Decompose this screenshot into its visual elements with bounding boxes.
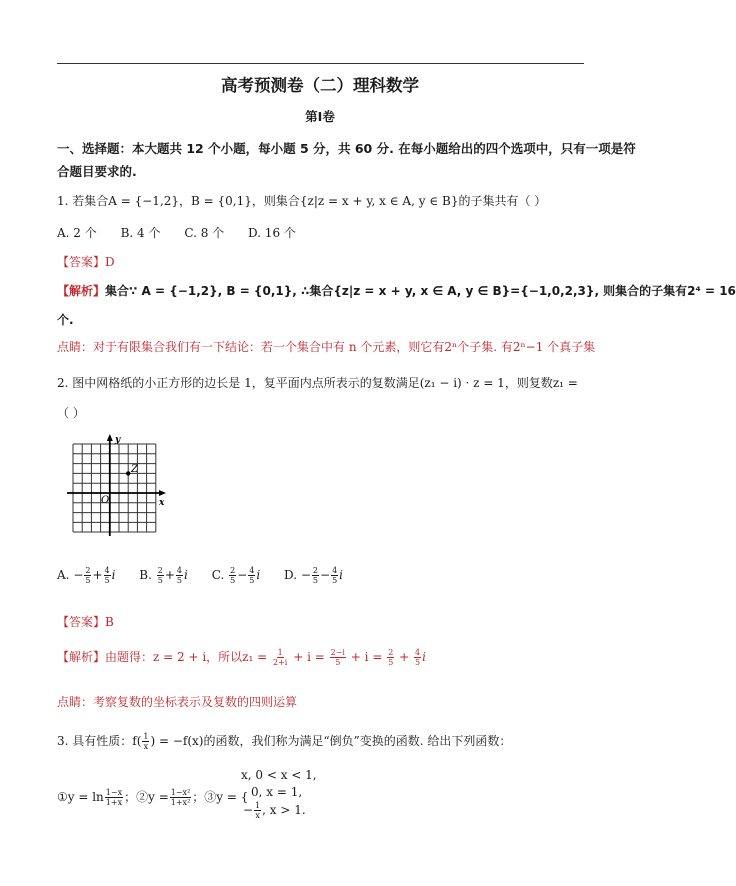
origin-label: O: [101, 495, 110, 506]
x-axis-arrow: [159, 490, 166, 496]
q2-tip-tag: 点睛：: [57, 695, 94, 709]
q1-option-d: D. 16 个: [247, 226, 296, 240]
section-heading-line2: 合题目要求的.: [57, 164, 137, 179]
q3-piece-2: 0, x = 1,: [251, 785, 303, 799]
q1-option-a: A. 2 个: [57, 226, 97, 240]
point-z-label: Z: [131, 464, 138, 475]
q2-option-c: C. $\frac{2}{5}$ − $\frac{4}{5}$ i: [211, 566, 261, 585]
page-title: 高考预测卷（二）理科数学: [221, 76, 419, 95]
q1-options: [57, 224, 316, 241]
q2-option-a: A. − $\frac{2}{5}$ + $\frac{4}{5}$ i: [57, 566, 116, 585]
q2-answer-tag: 【答案】: [57, 615, 106, 629]
y-axis-arrow: [107, 434, 113, 441]
q1-option-c: C. 8 个: [184, 226, 225, 240]
q1-answer: [57, 253, 115, 270]
q1-option-b: B. 4 个: [120, 226, 161, 240]
header-rule: [57, 63, 584, 64]
q2-answer-value: B: [105, 615, 114, 629]
point-z: [126, 471, 130, 475]
x-axis-label: x: [159, 498, 165, 508]
q2-option-b: B. $\frac{2}{5}$ + $\frac{4}{5}$ i: [139, 566, 188, 585]
q1-answer-value: D: [105, 255, 115, 269]
q2-option-d: D. − $\frac{2}{5}$ − $\frac{4}{5}$ i: [284, 566, 344, 585]
q2-tip-text: 考察复数的坐标表示及复数的四则运算: [93, 695, 298, 709]
q2-options: [57, 566, 363, 585]
q1-analysis: [57, 282, 736, 299]
q1-answer-tag: 【答案】: [57, 255, 106, 269]
volume-label: 第Ⅰ卷: [305, 109, 335, 124]
section-heading-line1: 一、选择题：本大题共 12 个小题，每小题 5 分，共 60 分. 在每小题给出的四个选项中，只有一项是符: [57, 141, 636, 156]
q1-stem: 1. 若集合A = {−1,2}，B = {0,1}，则集合{z|z = x + y, x ∈ A, y ∈ B}的子集共有（ ）: [57, 194, 547, 208]
q2-analysis-tag: 【解析】: [57, 650, 106, 664]
q3-functions: ①y = ln $\frac{1-x}{1+x}$ ；②y = $\frac{\text{1−x²}}{\text{1+x²}}$ ；③y = {: [57, 788, 249, 807]
y-axis-label: y: [115, 435, 121, 445]
q2-stem: 2. 图中网格纸的小正方形的边长是 1，复平面内点所表示的复数满足(z₁ − i) · z = 1，则复数z₁ =: [57, 376, 578, 390]
q1-analysis-tag: 【解析】: [57, 284, 106, 298]
q2-answer: [57, 613, 114, 630]
q1-analysis-end: 个.: [57, 313, 74, 327]
q1-analysis-text: 集合∵ A = {−1,2}, B = {0,1}, ∴集合{z|z = x + y, x ∈ A, y ∈ B}={−1,0,2,3}, 则集合的子集有2⁴ = 16: [105, 284, 736, 298]
q2-tip: [57, 693, 297, 710]
q1-tip-text: 对于有限集合我们有一下结论：若一个集合中有 n 个元素，则它有2ⁿ个子集. 有2ⁿ−1 个真子集: [93, 340, 596, 354]
q3-piece-3: − $\frac{1}{x}$ , x > 1.: [243, 801, 306, 820]
q1-tip-tag: 点睛：: [57, 340, 94, 354]
q3-piece-1: x, 0 < x < 1,: [241, 768, 317, 782]
q2-paren: （ ）: [57, 406, 85, 420]
q3-stem: 3. 具有性质：f( $\frac{1}{x}$ ) = −f(x)的函数，我们称为满足“倒负”变换的函数. 给出下列函数：: [57, 732, 512, 751]
complex-plane-grid: [63, 432, 173, 534]
q2-analysis: 【解析】由题得：z = 2 + i，所以z₁ = $\frac{1}{2+i}$ + i = $\frac{2-i}{5}$ + i = $\frac{2}{5}$ + $\frac{4}{5}$ i: [57, 648, 426, 667]
q1-tip: [57, 338, 595, 355]
